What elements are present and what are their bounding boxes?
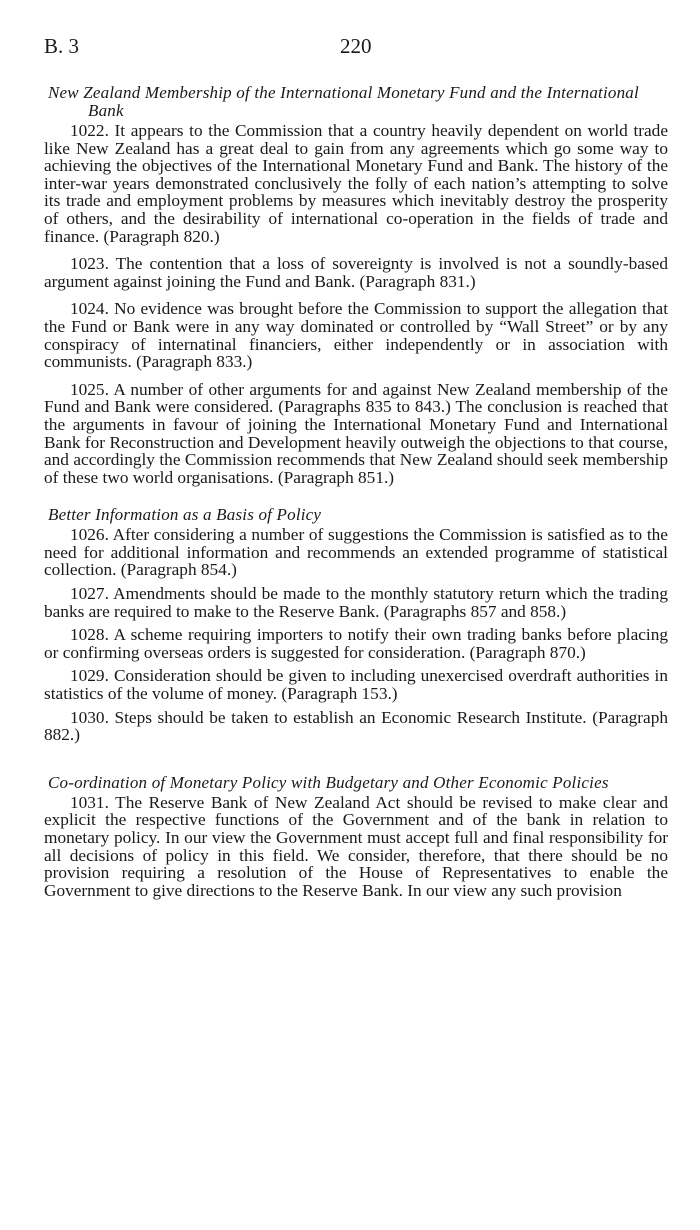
paragraph-text: Consideration should be given to including unexercised overdraft authorities in statistics of the volume of money. (Paragraph 153.) — [44, 666, 668, 704]
paragraph-number: 1025. — [70, 379, 109, 399]
paragraph-text: A scheme requiring importers to notify their own trading banks before placing or confirming overseas orders is suggested for consideration. (Paragraph 870.) — [44, 625, 668, 662]
paragraph-text: The Reserve Bank of New Zealand Act should be revised to make clear and explicit the respective functions of the Government and of the bank in relation to monetary policy. In our view the Government must accept full and final responsibility for all decisions of policy in this field. We consider, therefore, that there should be no provision requiring a resolution of the House of Representatives to enable the Government to give directions to the Reserve Bank. In our view any such provision — [44, 792, 668, 900]
paragraph-1025 — [44, 381, 668, 487]
document-page — [44, 30, 668, 909]
paragraph-text: The contention that a loss of sovereignty is involved is not a soundly-based argument against joining the Fund and Bank. (Paragraph 831.) — [44, 254, 668, 291]
section-better-information — [44, 506, 668, 744]
paragraph-1031 — [44, 794, 668, 900]
paragraph-number: 1022. — [70, 121, 109, 140]
paragraph-number: 1031. — [70, 792, 109, 812]
document-reference: B. 3 — [44, 34, 80, 58]
paragraph-1023 — [44, 255, 668, 290]
paragraph-1029 — [44, 667, 668, 702]
paragraph-1024 — [44, 300, 668, 370]
page-number: 220 — [340, 34, 372, 58]
paragraph-text: Amendments should be made to the monthly statutory return which the trading banks are required to make to the Reserve Bank. (Paragraphs 857 and 858.) — [44, 584, 668, 621]
section-heading: New Zealand Membership of the International Monetary Fund and the International Bank — [48, 83, 639, 120]
paragraph-text: No evidence was brought before the Commission to support the allegation that the Fund or Bank were in any way dominated or controlled by “Wall Street” or by any conspiracy of internatinal financiers, either independently or in association with communists. (Paragraph 833.) — [44, 299, 668, 372]
paragraph-number: 1028. — [70, 625, 109, 645]
section-coordination — [44, 774, 668, 900]
paragraph-number: 1024. — [70, 299, 109, 319]
paragraph-1028 — [44, 626, 668, 661]
paragraph-number: 1030. — [70, 707, 109, 727]
section-membership — [44, 84, 668, 486]
page-header — [44, 30, 668, 64]
paragraph-text: A number of other arguments for and against New Zealand membership of the Fund and Bank were considered. (Paragraphs 835 to 843.) The conclusion is reached that the arguments in favour of joining the International Monetary Fund and International Bank for Reconstruction and Development heavily outweigh the objections to that course, and accordingly the Commission recommends that New Zealand should seek membership of these two world organisations. (Paragraph 851.) — [44, 379, 668, 487]
paragraph-1030 — [44, 709, 668, 744]
section-heading: Co-ordination of Monetary Policy with Budgetary and Other Economic Policies — [48, 772, 609, 792]
paragraph-number: 1026. — [70, 525, 109, 545]
paragraph-text: It appears to the Commission that a country heavily dependent on world trade like New Zealand has a great deal to gain from any agreements which go some way to achieving the objectives of the International Monetary Fund and Bank. The history of the inter-war years demonstrated conclusively the folly of each nation’s attempting to solve its trade and employment problems by measures which inevitably destroy the prosperity of others, and the desirability of international co-operation in the fields of trade and finance. (Paragraph 820.) — [44, 121, 668, 246]
paragraph-number: 1029. — [70, 666, 109, 686]
paragraph-text: After considering a number of suggestions the Commission is satisfied as to the need for additional information and recommends an extended programme of statistical collection. (Paragraph 854.) — [44, 525, 668, 580]
section-heading: Better Information as a Basis of Policy — [48, 505, 322, 525]
paragraph-1026 — [44, 526, 668, 579]
paragraph-number: 1023. — [70, 254, 109, 274]
paragraph-number: 1027. — [70, 584, 109, 604]
paragraph-1027 — [44, 585, 668, 620]
paragraph-text: Steps should be taken to establish an Economic Research Institute. (Paragraph 882.) — [44, 707, 668, 745]
paragraph-1022 — [44, 122, 668, 245]
